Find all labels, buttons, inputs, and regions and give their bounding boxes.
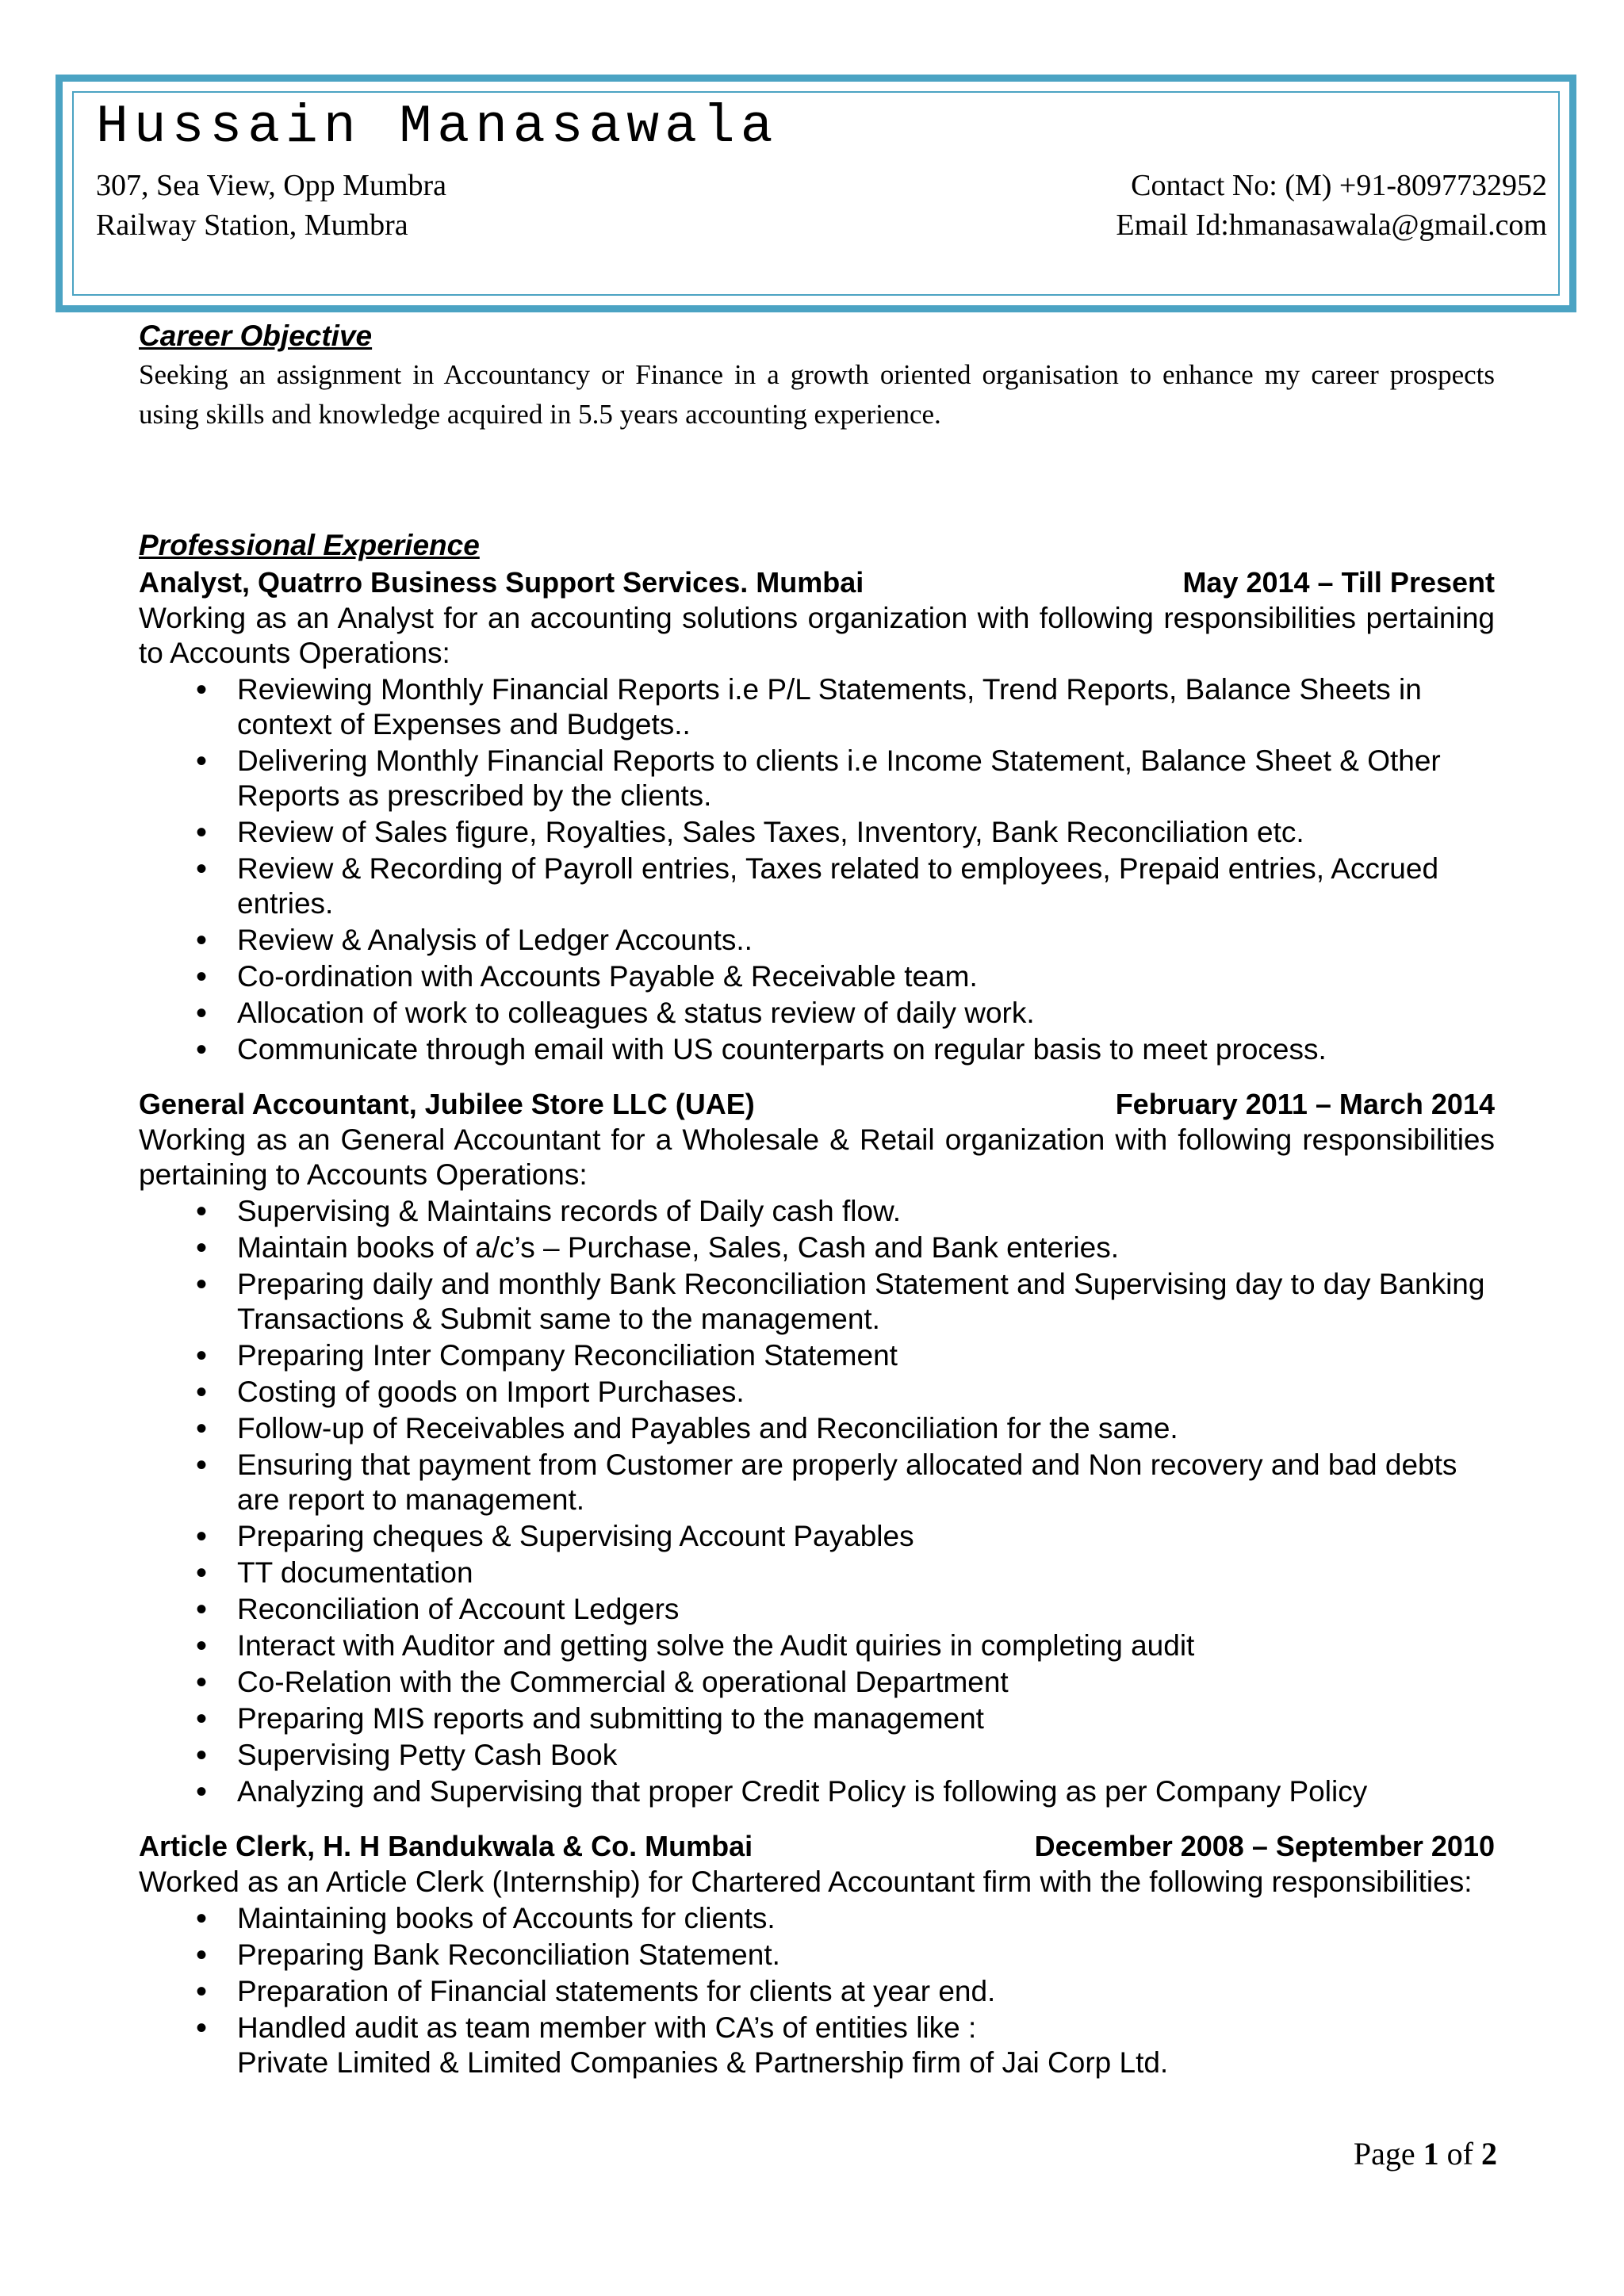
list-item: • Co-Relation with the Commercial & operational Department: [139, 1665, 1495, 1700]
list-item: • Preparation of Financial statements for clients at year end.: [139, 1974, 1495, 2009]
list-item: • Review & Recording of Payroll entries, Taxes related to employees, Prepaid entries, Accrued entries.: [139, 851, 1495, 921]
job-position: General Accountant, Jubilee Store LLC (UAE): [139, 1088, 755, 1120]
job-dates: February 2011 – March 2014: [1115, 1088, 1495, 1120]
job-position: Article Clerk, H. H Bandukwala & Co. Mumbai: [139, 1830, 753, 1862]
list-item: • Communicate through email with US counterparts on regular basis to meet process.: [139, 1032, 1495, 1067]
list-item-text: • Handled audit as team member with CA’s of entities like :: [237, 2011, 977, 2044]
list-item: • Reconciliation of Account Ledgers: [139, 1592, 1495, 1627]
list-item: • Preparing Inter Company Reconciliation Statement: [139, 1338, 1495, 1373]
list-item: • Maintaining books of Accounts for clients.: [139, 1901, 1495, 1936]
list-item: • Delivering Monthly Financial Reports to clients i.e Income Statement, Balance Sheet & Other Reports as prescribed by the clients.: [139, 744, 1495, 813]
total-pages-number: 2: [1481, 2136, 1497, 2172]
career-objective-title: Career Objective: [139, 320, 373, 352]
list-item: • Co-ordination with Accounts Payable & Receivable team.: [139, 959, 1495, 994]
resume-content: [139, 317, 1495, 2082]
list-item: • TT documentation: [139, 1556, 1495, 1590]
page-word: Page: [1353, 2136, 1415, 2172]
job-header: [139, 564, 1495, 601]
of-word: of: [1446, 2136, 1473, 2172]
experience-title: Professional Experience: [139, 529, 480, 561]
job-intro: Working as an General Accountant for a Wholesale & Retail organization with following responsibilities pertaining to Accounts Operations:: [139, 1123, 1495, 1191]
list-item: • Reviewing Monthly Financial Reports i.e P/L Statements, Trend Reports, Balance Sheets in context of Expenses and Budgets..: [139, 672, 1495, 742]
job-entry: [139, 1086, 1495, 1809]
list-item: • Review of Sales figure, Royalties, Sales Taxes, Inventory, Bank Reconciliation etc.: [139, 815, 1495, 850]
list-item: • Review & Analysis of Ledger Accounts..: [139, 923, 1495, 958]
job-header: [139, 1828, 1495, 1865]
job-dates: December 2008 – September 2010: [1034, 1830, 1495, 1862]
list-item: • Preparing daily and monthly Bank Reconciliation Statement and Supervising day to day Banking Transactions & Submit same to the management.: [139, 1267, 1495, 1337]
contact-email: Email Id:hmanasawala@gmail.com: [1116, 209, 1547, 242]
experience-section: [139, 526, 1495, 2080]
job-dates: May 2014 – Till Present: [1182, 566, 1495, 599]
job-entry: [139, 564, 1495, 1067]
list-item: • Analyzing and Supervising that proper Credit Policy is following as per Company Policy: [139, 1774, 1495, 1809]
job-responsibilities: [139, 672, 1495, 1067]
list-item: • Preparing Bank Reconciliation Statement.: [139, 1938, 1495, 1973]
job-entry: [139, 1828, 1495, 2080]
list-item: • Interact with Auditor and getting solve the Audit quiries in completing audit: [139, 1628, 1495, 1663]
list-item: • Maintain books of a/c’s – Purchase, Sales, Cash and Bank enteries.: [139, 1230, 1495, 1265]
list-item: • Follow-up of Receivables and Payables and Reconciliation for the same.: [139, 1411, 1495, 1446]
list-item: • Preparing cheques & Supervising Account Payables: [139, 1519, 1495, 1554]
contact-block: [1116, 166, 1547, 245]
career-objective-text: Seeking an assignment in Accountancy or Finance in a growth oriented organisation to enhance my career prospects using skills and knowledge acquired in 5.5 years accounting experience.: [139, 359, 1495, 430]
job-position: Analyst, Quatrro Business Support Services. Mumbai: [139, 566, 864, 599]
header-box: [56, 75, 1576, 312]
list-item-continuation: Private Limited & Limited Companies & Partnership firm of Jai Corp Ltd.: [237, 2046, 1169, 2079]
job-responsibilities: [139, 1194, 1495, 1809]
list-item: • Preparing MIS reports and submitting to the management: [139, 1701, 1495, 1736]
address-line-1: 307, Sea View, Opp Mumbra: [96, 169, 447, 202]
list-item: • Ensuring that payment from Customer are properly allocated and Non recovery and bad debts are report to management.: [139, 1448, 1495, 1517]
job-intro: Working as an Analyst for an accounting solutions organization with following responsibilities pertaining to Accounts Operations:: [139, 602, 1495, 669]
current-page-number: 1: [1423, 2136, 1439, 2172]
career-objective-section: [139, 317, 1495, 434]
job-responsibilities: [139, 1901, 1495, 2080]
job-intro: Worked as an Article Clerk (Internship) for Chartered Accountant firm with the following responsibilities:: [139, 1866, 1473, 1898]
list-item: • Allocation of work to colleagues & status review of daily work.: [139, 996, 1495, 1031]
page-number: [1354, 2134, 1497, 2174]
job-header: [139, 1086, 1495, 1123]
header-inner-border: [72, 91, 1560, 296]
candidate-name: Hussain Manasawala: [96, 97, 779, 158]
list-item: • Costing of goods on Import Purchases.: [139, 1375, 1495, 1410]
list-item: • Supervising & Maintains records of Daily cash flow.: [139, 1194, 1495, 1229]
list-item: • Supervising Petty Cash Book: [139, 1738, 1495, 1773]
list-item: [139, 2011, 1495, 2080]
contact-phone: Contact No: (M) +91-8097732952: [1131, 169, 1547, 202]
address-block: [96, 166, 446, 245]
address-line-2: Railway Station, Mumbra: [96, 209, 408, 242]
